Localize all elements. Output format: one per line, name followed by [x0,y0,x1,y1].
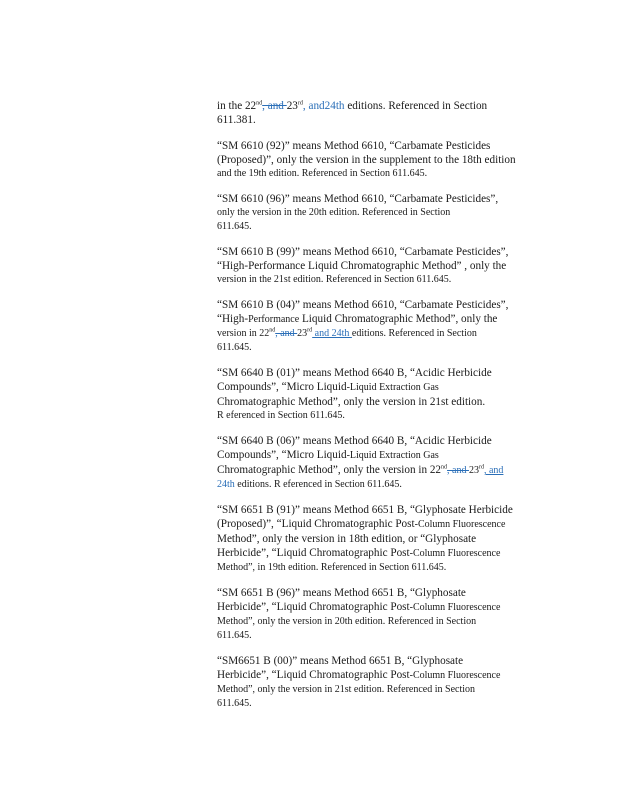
text-span: Herbicide”, “Liquid Chromatographic Post [217,669,410,681]
text-span: Compounds”, “Micro Liquid [217,381,347,393]
text-line [217,380,547,395]
text-span: editions. Referenced in Section [351,328,477,339]
text-span: Compounds”, “Micro Liquid [217,449,347,461]
text-line [217,600,547,615]
text-span: Herbicide”, “Liquid Chromatographic Post [217,601,410,613]
text-line: and the 19th edition. Referenced in Section 611.645. [217,168,428,179]
text-line [217,448,547,463]
inserted-text: , and24th [302,100,345,112]
text-span: Liquid Chromatographic Method”, only the [299,313,498,325]
text-span: -Column Fluorescence [409,602,501,613]
text-line [217,312,547,327]
definition-sm-6640-b-06 [217,434,547,492]
text-line: “SM 6640 B (06)” means Method 6640 B, “Acidic Herbicide [217,435,492,447]
text-line: 611.645. [217,698,252,709]
text-span: 23 [468,465,479,476]
text-line: “SM 6651 B (96)” means Method 6651 B, “Glyphosate [217,587,466,599]
deleted-text: , and [262,100,287,112]
text-span: -Liquid Extraction Gas [346,450,439,461]
text-line: “SM 6610 (92)” means Method 6610, “Carbamate Pesticides [217,140,491,152]
text-line: Method”, in 19th edition. Referenced in Section 611.645. [217,562,447,573]
text-line: only the version in the 20th edition. Referenced in Section [217,207,451,218]
deleted-text: , and [275,328,298,339]
text-line: “SM 6651 B (91)” means Method 6651 B, “Glyphosate Herbicide [217,504,513,516]
document-page [217,99,547,722]
text-line: “SM 6610 B (99)” means Method 6610, “Carbamate Pesticides”, [217,246,509,258]
text-line: R eferenced in Section 611.645. [217,410,345,421]
text-line: “SM 6640 B (01)” means Method 6640 B, “Acidic Herbicide [217,367,492,379]
superscript: rd [307,327,313,334]
definition-sm-6610-b-04 [217,298,547,355]
text-line: (Proposed)”, only the version in the supplement to the 18th edition [217,154,516,166]
inserted-text: 24th [217,479,235,490]
text-line: Method”, only the version in 20th edition. Referenced in Section [217,616,477,627]
text-span: 23 [297,328,308,339]
definition-sm-6610-b-99 [217,245,547,287]
text-line: 611.381. [217,114,256,126]
definition-sm-6651-b-96 [217,586,547,643]
definition-sm-6640-b-01 [217,366,547,423]
superscript: nd [256,100,263,107]
text-span: -Column Fluorescence [414,519,506,530]
text-line [217,463,547,478]
text-line: “High-Performance Liquid Chromatographic Method” , only the [217,260,507,272]
text-line [217,668,547,683]
text-span: version in 22 [217,328,270,339]
superscript: nd [441,464,448,471]
text-span: -Column Fluorescence [409,548,501,559]
text-span: (Proposed)”, “Liquid Chromatographic Post [217,518,415,530]
inserted-text: and 24th [312,328,352,339]
superscript: nd [269,327,276,334]
paragraph-continuation [217,99,547,127]
definition-sm-6610-92 [217,139,547,181]
definition-sm-6651-b-00 [217,654,547,711]
text-line [217,478,547,492]
text-span: Performance [248,314,300,325]
text-line: Method”, only the version in 18th edition, or “Glyphosate [217,533,477,545]
text-line: Chromatographic Method”, only the version in 21st edition. [217,396,486,408]
text-line [217,517,547,532]
text-line [217,327,547,341]
superscript: rd [297,100,303,107]
text-line: “SM 6610 B (04)” means Method 6610, “Carbamate Pesticides”, [217,299,509,311]
text-line: “SM6651 B (00)” means Method 6651 B, “Glyphosate [217,655,464,667]
text-span: Chromatographic Method”, only the version in 22 [217,464,442,476]
text-span: in the 22 [217,100,257,112]
text-line [217,99,547,113]
text-span: editions. Referenced in Section [344,100,488,112]
text-line: version in the 21st edition. Referenced in Section 611.645. [217,274,452,285]
inserted-text: , and [483,465,504,476]
text-span: “High- [217,313,249,325]
text-line: 611.645. [217,221,252,232]
definition-sm-6610-96 [217,192,547,234]
text-span: -Liquid Extraction Gas [346,382,439,393]
text-line [217,546,547,561]
text-line: 611.645. [217,342,252,353]
superscript: rd [478,464,484,471]
definition-sm-6651-b-91 [217,503,547,575]
text-span: -Column Fluorescence [409,670,501,681]
text-span: Herbicide”, “Liquid Chromatographic Post [217,547,410,559]
deleted-text: , and [447,465,469,476]
text-span: editions. R eferenced in Section 611.645. [234,479,402,490]
text-span: 23 [286,100,298,112]
text-line: Method”, only the version in 21st edition. Referenced in Section [217,684,475,695]
text-line: 611.645. [217,630,252,641]
text-line: “SM 6610 (96)” means Method 6610, “Carbamate Pesticides”, [217,193,499,205]
